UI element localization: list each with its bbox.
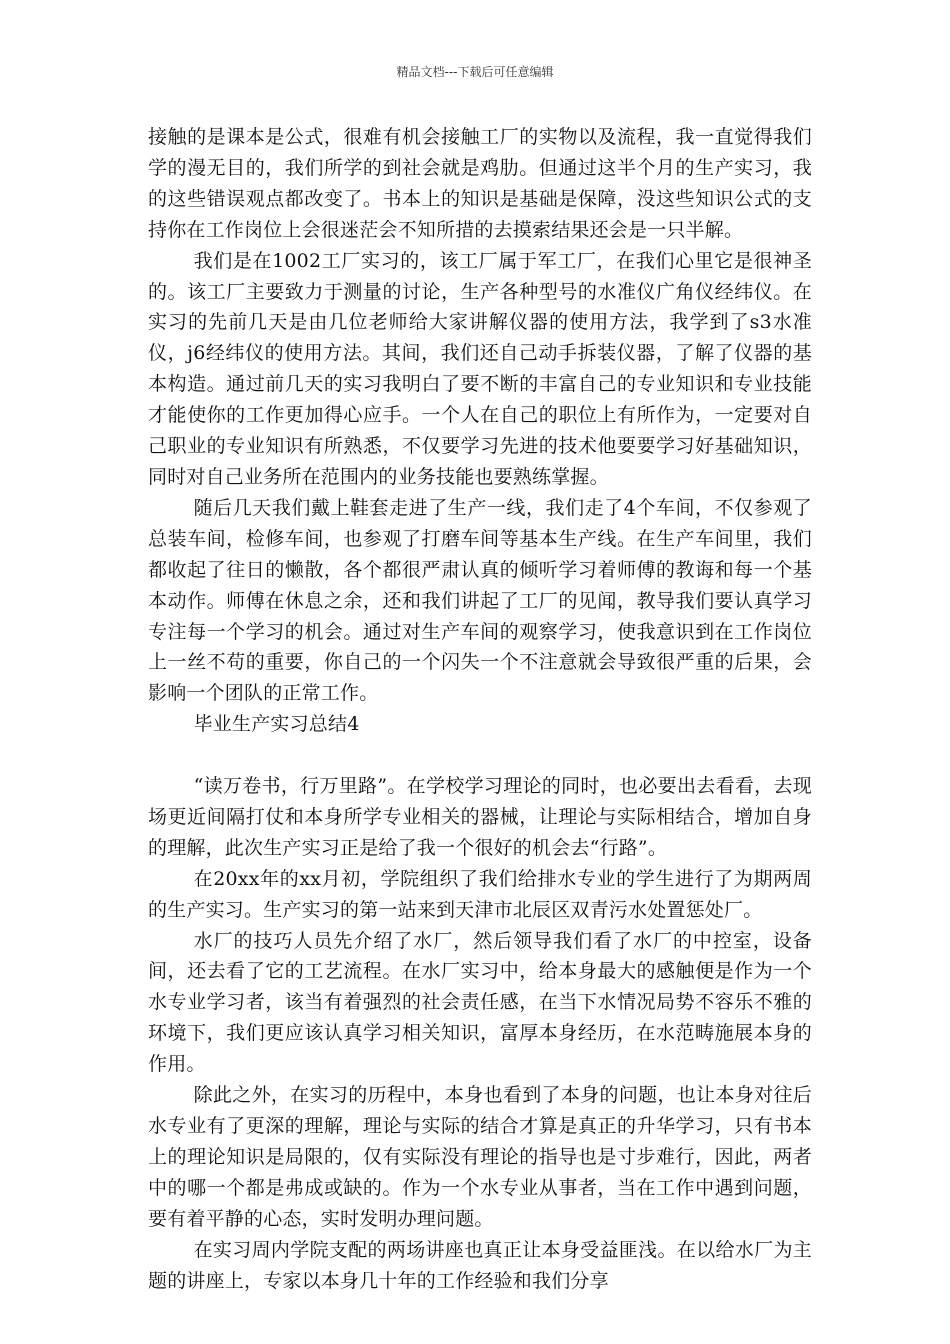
paragraph: 随后几天我们戴上鞋套走进了生产一线，我们走了4个车间，不仅参观了总装车间，检修车间，也参观了打磨车间等基本生产线。在生产车间里，我们都收起了往日的懒散，各个都很严肃认真的倾听学习着师傅的教诲和每一个基本动作。师傅在休息之余，还和我们讲起了工厂的见闻，教导我们要认真学习专注每一个学习的机会。通过对生产车间的观察学习，使我意识到在工作岗位上一丝不苟的重要，你自己的一个闪失一个不注意就会导致很严重的后果，会影响一个团队的正常工作。	[148, 496, 812, 705]
section-heading: 毕业生产实习总结4	[193, 713, 360, 736]
paragraph: 除此之外，在实习的历程中，本身也看到了本身的问题，也让本身对往后水专业有了更深的理解，理论与实际的结合才算是真正的升华学习，只有书本上的理论知识是局限的，仅有实际没有理论的指导也是寸步难行，因此，两者中的哪一个都是弗成或缺的。作为一个水专业从事者，当在工作中遇到问题，要有着平静的心态，实时发明办理问题。	[148, 1084, 812, 1230]
paragraph: 在20xx年的xx月初，学院组织了我们给排水专业的学生进行了为期两周的生产实习。生产实习的第一站来到天津市北辰区双青污水处置惩处厂。	[148, 867, 812, 921]
paragraph: 在实习周内学院支配的两场讲座也真正让本身受益匪浅。在以给水厂为主题的讲座上，专家以本身几十年的工作经验和我们分享	[148, 1238, 812, 1292]
paragraph: 我们是在1002工厂实习的，该工厂属于军工厂，在我们心里它是很神圣的。该工厂主要致力于测量的讨论，生产各种型号的水准仪广角仪经纬仪。在实习的先前几天是由几位老师给大家讲解仪器的使用方法，我学到了s3水准仪，j6经纬仪的使用方法。其间，我们还自己动手拆装仪器，了解了仪器的基本构造。通过前几天的实习我明白了要不断的丰富自己的专业知识和专业技能才能使你的工作更加得心应手。一个人在自己的职位上有所作为，一定要对自己职业的专业知识有所熟悉，不仅要学习先进的技术他要要学习好基础知识，同时对自己业务所在范围内的业务技能也要熟练掌握。	[148, 249, 812, 488]
paragraph: 水厂的技巧人员先介绍了水厂，然后领导我们看了水厂的中控室，设备间，还去看了它的工艺流程。在水厂实习中，给本身最大的感触便是作为一个水专业学习者，该当有着强烈的社会责任感，在当下水情况局势不容乐不雅的环境下，我们更应该认真学习相关知识，富厚本身经历，在水范畴施展本身的作用。	[148, 929, 812, 1076]
paragraph: “读万卷书，行万里路”。在学校学习理论的同时，也必要出去看看，去现场更近间隔打仗和本身所学专业相关的器械，让理论与实际相结合，增加自身的理解，此次生产实习正是给了我一个很好的机会去“行路”。	[148, 775, 812, 859]
paragraph: 接触的是课本是公式，很难有机会接触工厂的实物以及流程，我一直觉得我们学的漫无目的，我们所学的到社会就是鸡肋。但通过这半个月的生产实习，我的这些错误观点都改变了。书本上的知识是基础是保障，没这些知识公式的支持你在工作岗位上会很迷茫会不知所措的去摸索结果还会是一只半解。	[148, 126, 812, 241]
page-header: 精品文档---下载后可任意编辑	[396, 65, 554, 79]
document-body	[148, 122, 812, 1296]
